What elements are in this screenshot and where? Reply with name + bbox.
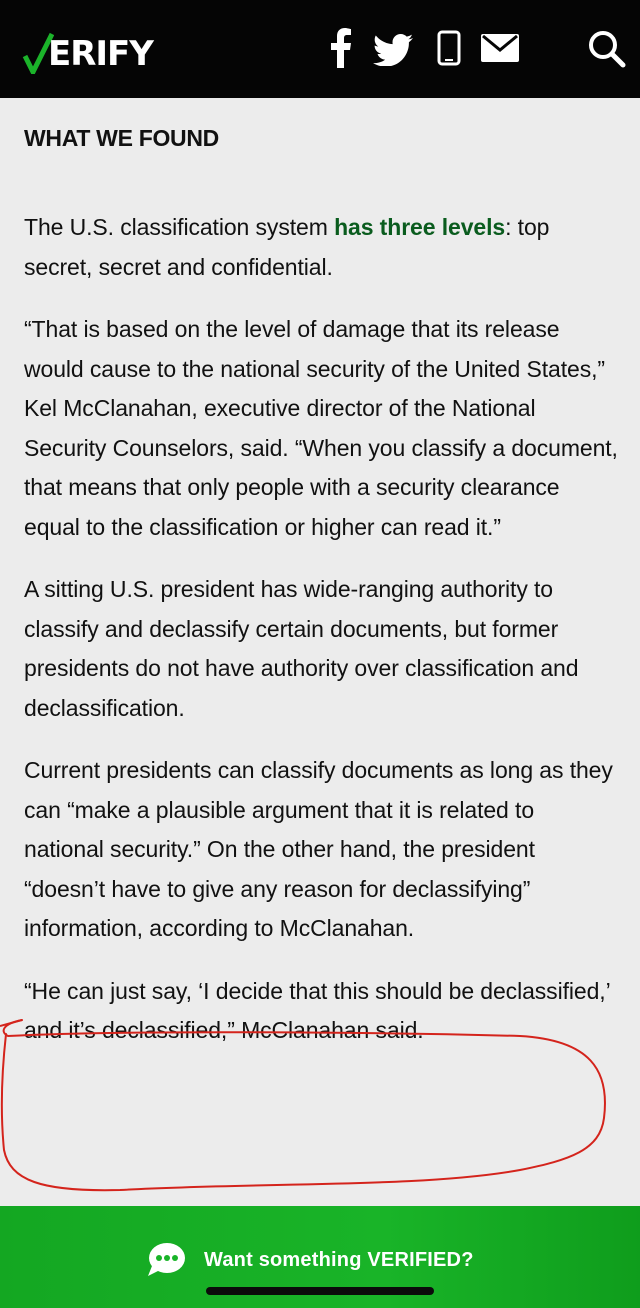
paragraph-current-presidents: Current presidents can classify documents as long as they can “make a plausible argument that it is related to national security.” On the other hand, the president “doesn’t have to give any reason for declassifying” information, according to McClanahan. [24,757,613,941]
chat-bubble-icon [146,1242,186,1278]
paragraph-declassified-quote: “He can just say, ‘I decide that this should be declassified,’ and it’s declassified,” McClanahan said. [24,977,610,1043]
paragraph-sitting-president: A sitting U.S. president has wide-ranging authority to classify and declassify certain documents, but former presidents do not have authority over classification and declassification. [24,576,579,721]
home-indicator[interactable] [206,1287,434,1295]
logo-text: ERIFY [48,34,153,74]
want-something-verified-button[interactable] [146,1240,474,1280]
has-three-levels-link[interactable]: has three levels [334,214,506,240]
search-icon[interactable] [588,30,626,68]
section-title: WHAT WE FOUND [24,125,219,151]
paragraph-text: The U.S. classification system [24,214,335,240]
facebook-icon[interactable] [330,28,352,68]
cta-label: Want something VERIFIED? [204,1248,474,1271]
top-navigation-bar [0,0,640,98]
paragraph-mcclanahan-quote: “That is based on the level of damage that its release would cause to the national security of the United States,” Kel McClanahan, executive director of the National Security Counselors, said. “When you classify a document, that means that only people with a security clearance equal to the classification or higher can read it.” [24,316,618,540]
email-icon[interactable] [481,34,519,62]
article-content [24,118,620,1051]
verify-footer-bar [0,1206,640,1308]
paragraph-text: : top secret, secret and confidential. [24,214,550,280]
twitter-icon[interactable] [373,34,413,66]
paragraph-classification-levels [24,208,620,287]
verify-logo[interactable] [22,30,153,74]
mobile-icon[interactable] [437,30,461,66]
